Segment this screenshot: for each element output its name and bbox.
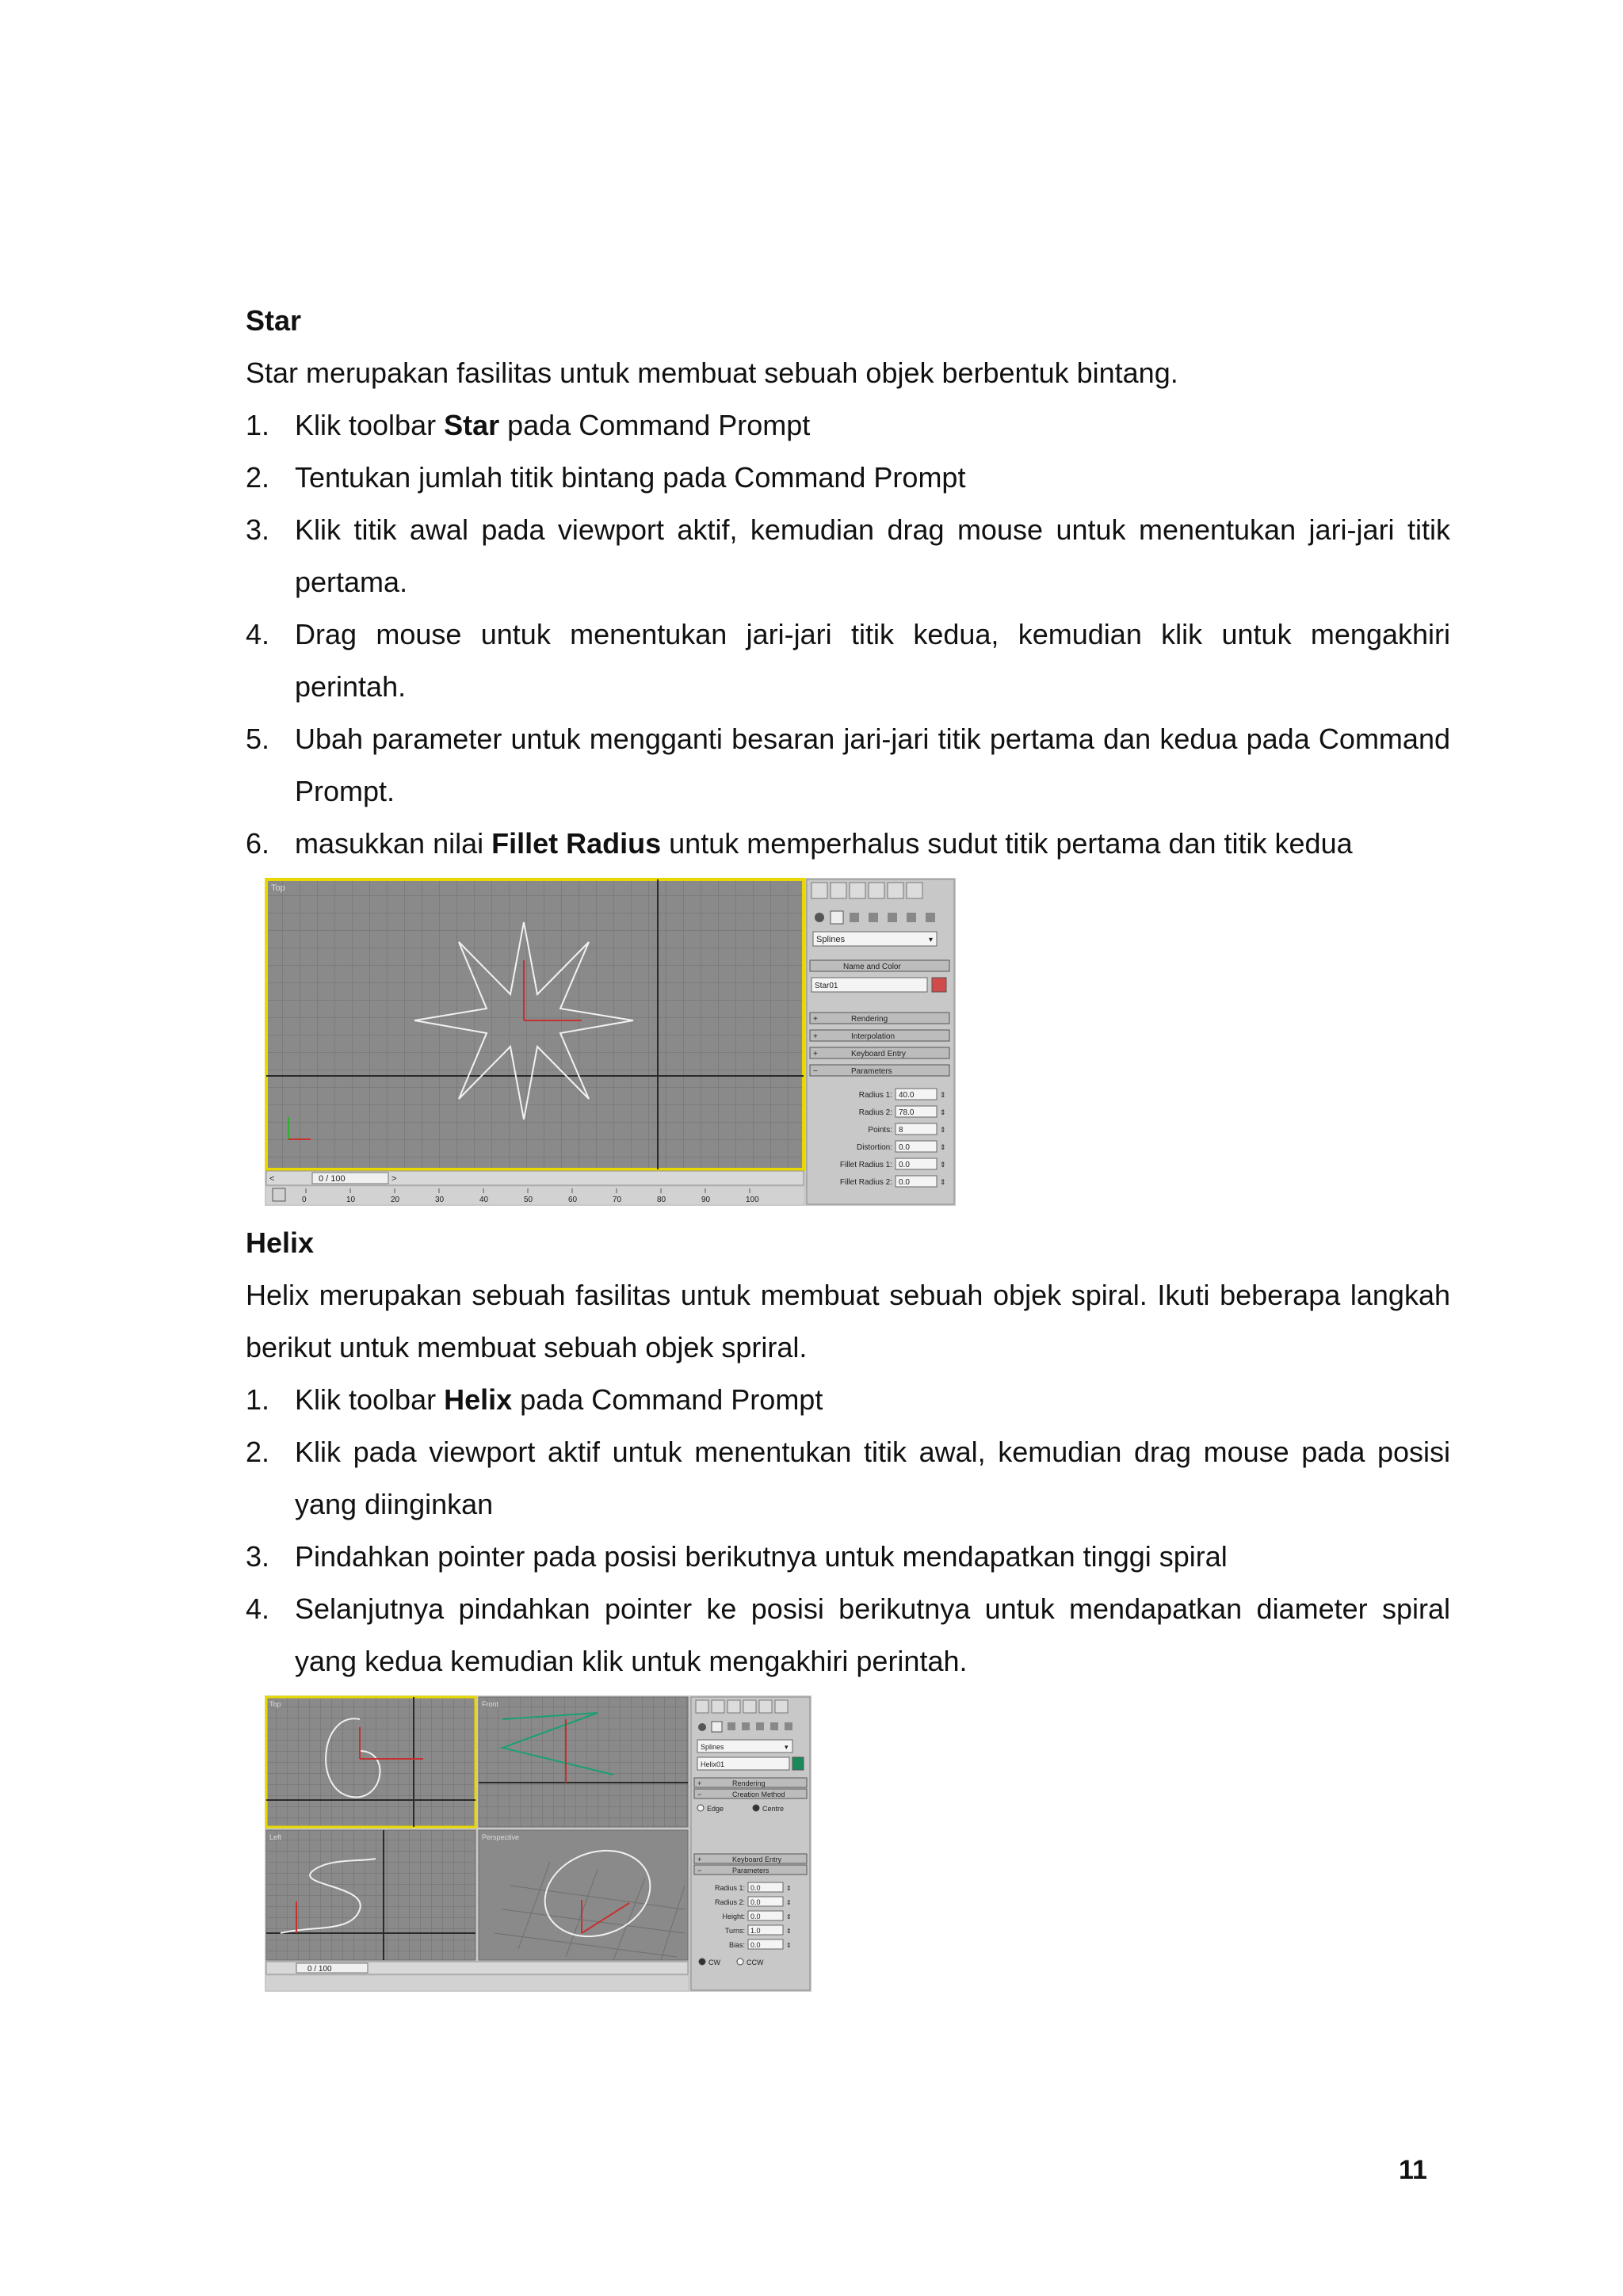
list-item: 2. Tentukan jumlah titik bintang pada Command Prompt (246, 461, 966, 494)
list-item: 3. Pindahkan pointer pada posisi berikutnya untuk mendapatkan tinggi spiral (246, 1540, 1228, 1573)
spinner-icon: ⇕ (940, 1143, 946, 1151)
radio-label: CW (708, 1958, 720, 1966)
time-slider-label: 0 / 100 (319, 1174, 346, 1184)
timeline-tick-label: 10 (346, 1196, 356, 1204)
list-item: 4. Drag mouse untuk menentukan jari-jari titik kedua, kemudian klik untuk mengakhiri perintah. (246, 618, 1450, 703)
svg-text:▾: ▾ (785, 1743, 789, 1751)
param-value: 0.0 (899, 1161, 910, 1169)
rollout-toggle-icon: − (697, 1867, 702, 1875)
param-label: Turns: (724, 1927, 745, 1935)
rollout-toggle-icon: + (697, 1855, 702, 1863)
object-color-swatch (792, 1757, 804, 1770)
rollout-label: Rendering (851, 1015, 888, 1024)
rollout-toggle-icon: − (697, 1791, 702, 1798)
object-name-field: Helix01 (701, 1760, 725, 1768)
helix-steps (246, 1374, 1450, 1688)
list-item: 2. Klik pada viewport aktif untuk menentukan titik awal, kemudian drag mouse pada posisi yang diinginkan (246, 1436, 1450, 1520)
spinner-icon: ⇕ (940, 1178, 946, 1186)
list-item: 4. Selanjutnya pindahkan pointer ke posisi berikutnya untuk mendapatkan diameter spiral yang kedua kemudian klik untuk mengakhiri perintah. (246, 1592, 1450, 1677)
timeline-tick-label: 50 (524, 1196, 533, 1204)
rollout-label: Rendering (732, 1779, 766, 1787)
rollout-name-color: Name and Color (843, 963, 901, 971)
param-label: Bias: (728, 1941, 745, 1949)
timeline-tick-label: 80 (657, 1196, 666, 1204)
rollout-toggle-icon: + (813, 1050, 818, 1058)
viewport-label: Top (271, 883, 285, 893)
page-number: 11 (1399, 2155, 1427, 2185)
list-item: 1. Klik toolbar Helix pada Command Prompt (246, 1383, 823, 1416)
param-value: 0.0 (750, 1913, 761, 1920)
star-screenshot (265, 878, 956, 1206)
param-label: Distortion: (856, 1143, 892, 1152)
param-label: Radius 2: (858, 1108, 892, 1117)
object-color-swatch (932, 978, 946, 992)
radio-label: CCW (747, 1958, 764, 1966)
timeline-tick-label: 40 (479, 1196, 489, 1204)
viewport-label: Left (269, 1833, 282, 1841)
viewport-label: Top (269, 1700, 281, 1708)
rollout-label: Parameters (851, 1067, 892, 1076)
rollout-toggle-icon: − (813, 1067, 818, 1076)
spinner-icon: ⇕ (786, 1899, 792, 1906)
rollout-label: Creation Method (732, 1791, 785, 1798)
timeline-tick-label: 90 (701, 1196, 711, 1204)
star-steps (246, 399, 1450, 870)
rollout-toggle-icon: + (813, 1032, 818, 1041)
param-value: 1.0 (750, 1927, 761, 1935)
list-item: 3. Klik titik awal pada viewport aktif, kemudian drag mouse untuk menentukan jari-jari titik pertama. (246, 513, 1450, 598)
list-item: 5. Ubah parameter untuk mengganti besaran jari-jari titik pertama dan kedua pada Command Prompt. (246, 723, 1450, 807)
viewport-label: Perspective (482, 1833, 520, 1841)
timeline-tick-label: 100 (746, 1196, 759, 1204)
param-value: 0.0 (750, 1898, 761, 1906)
rollout-label: Keyboard Entry (732, 1855, 782, 1863)
param-label: Fillet Radius 2: (839, 1178, 892, 1187)
rollout-label: Parameters (732, 1867, 769, 1875)
param-value: 0.0 (899, 1143, 910, 1152)
rollout-label: Keyboard Entry (851, 1050, 906, 1058)
spinner-icon: ⇕ (940, 1108, 946, 1116)
timeline-tick-label: 0 (302, 1196, 307, 1204)
object-type-dropdown: Splines (816, 935, 846, 944)
helix-screenshot (265, 1695, 812, 1992)
radio-button (699, 1958, 705, 1965)
object-name-field: Star01 (815, 982, 838, 990)
time-slider-label: 0 / 100 (307, 1965, 332, 1974)
param-label: Fillet Radius 1: (839, 1161, 892, 1169)
param-value: 78.0 (899, 1108, 915, 1117)
spinner-icon: ⇕ (940, 1091, 946, 1099)
rollout-toggle-icon: + (697, 1779, 702, 1787)
svg-text:>: > (391, 1174, 397, 1184)
spinner-icon: ⇕ (786, 1928, 792, 1935)
page-content (246, 295, 1450, 2003)
viewport-label: Front (482, 1700, 499, 1708)
rollout-toggle-icon: + (813, 1015, 818, 1024)
param-label: Height: (722, 1913, 745, 1920)
helix-heading: Helix (246, 1226, 315, 1259)
param-value: 0.0 (750, 1941, 761, 1949)
spinner-icon: ⇕ (786, 1885, 792, 1892)
param-value: 0.0 (899, 1178, 910, 1187)
radio-label: Centre (762, 1805, 785, 1813)
param-label: Radius 1: (858, 1091, 892, 1100)
list-item: 6. masukkan nilai Fillet Radius untuk memperhalus sudut titik pertama dan titik kedua (246, 827, 1353, 860)
svg-text:<: < (269, 1174, 275, 1184)
param-value: 40.0 (899, 1091, 915, 1100)
param-label: Radius 2: (714, 1898, 745, 1906)
svg-text:▾: ▾ (929, 936, 934, 944)
spinner-icon: ⇕ (786, 1942, 792, 1949)
star-heading: Star (246, 304, 302, 337)
radio-button (697, 1805, 704, 1811)
list-item: 1. Klik toolbar Star pada Command Prompt (246, 409, 811, 441)
param-label: Points: (868, 1126, 892, 1135)
timeline-tick-label: 70 (613, 1196, 622, 1204)
radio-label: Edge (707, 1805, 724, 1813)
param-label: Radius 1: (714, 1884, 745, 1892)
spinner-icon: ⇕ (940, 1161, 946, 1169)
star-intro: Star merupakan fasilitas untuk membuat sebuah objek berbentuk bintang. (246, 357, 1178, 389)
param-value: 8 (899, 1126, 903, 1135)
object-type-dropdown: Splines (701, 1743, 724, 1751)
timeline-tick-label: 30 (435, 1196, 445, 1204)
timeline-tick-label: 60 (568, 1196, 578, 1204)
helix-intro: Helix merupakan sebuah fasilitas untuk membuat sebuah objek spiral. Ikuti beberapa langkah berikut untuk membuat sebuah objek spriral. (246, 1279, 1450, 1363)
param-value: 0.0 (750, 1884, 761, 1892)
timeline-tick-label: 20 (391, 1196, 400, 1204)
radio-button (737, 1958, 743, 1965)
spinner-icon: ⇕ (940, 1126, 946, 1134)
rollout-label: Interpolation (851, 1032, 896, 1041)
radio-button (753, 1805, 759, 1811)
spinner-icon: ⇕ (786, 1913, 792, 1920)
